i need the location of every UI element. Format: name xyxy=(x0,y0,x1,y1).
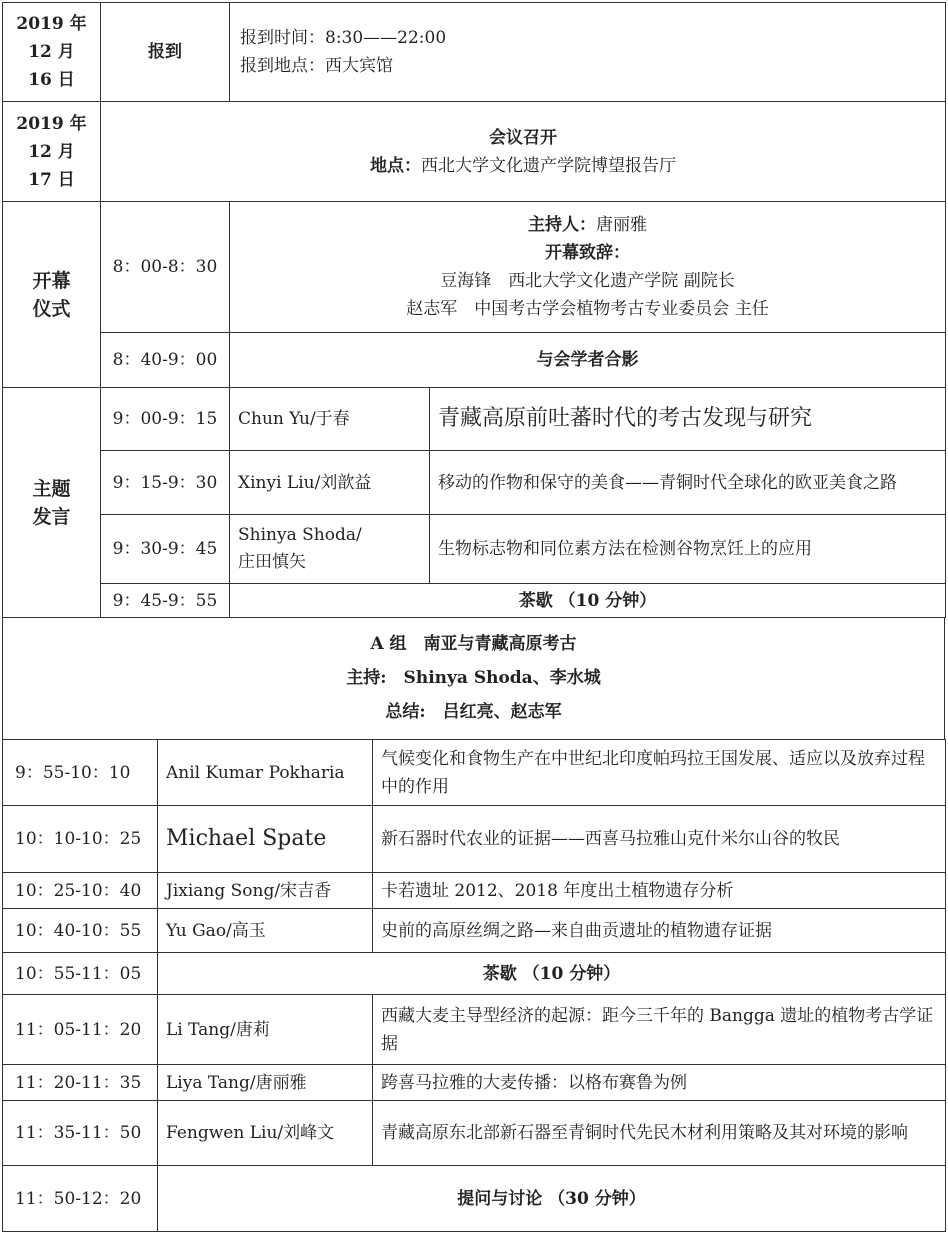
ceremony-time-1: 8：00-8：30 xyxy=(101,202,230,333)
keynote-time: 9：15-9：30 xyxy=(101,451,230,515)
tea-break-row xyxy=(3,953,946,995)
session-time: 10：40-10：55 xyxy=(3,909,158,953)
discussion-row xyxy=(3,1166,946,1232)
session-speaker: Yu Gao/高玉 xyxy=(158,909,373,953)
opening-info: 会议召开 地点：西北大学文化遗产学院博望报告厅 xyxy=(101,102,946,202)
break-label: 茶歇 （10 分钟） xyxy=(230,584,946,618)
schedule-table-morning xyxy=(2,2,946,618)
session-time: 10：25-10：40 xyxy=(3,873,158,909)
group-a-header xyxy=(2,617,945,740)
keynote-row-1 xyxy=(3,388,946,451)
session-speaker: Liya Tang/唐丽雅 xyxy=(158,1065,373,1101)
ceremony-row-1 xyxy=(3,202,946,333)
keynote-break-row xyxy=(3,584,946,618)
registration-info: 报到时间：8:30——22:00 报到地点：西大宾馆 xyxy=(230,3,946,102)
discussion-label: 提问与讨论 （30 分钟） xyxy=(158,1166,946,1232)
group-a-row xyxy=(3,806,946,873)
session-time: 10：10-10：25 xyxy=(3,806,158,873)
break-label: 茶歇 （10 分钟） xyxy=(158,953,946,995)
group-a-row xyxy=(3,873,946,909)
session-speaker: Fengwen Liu/刘峰文 xyxy=(158,1101,373,1166)
session-time: 11：35-11：50 xyxy=(3,1101,158,1166)
ceremony-time-2: 8：40-9：00 xyxy=(101,333,230,388)
ceremony-details: 主持人：唐丽雅 开幕致辞： 豆海锋 西北大学文化遗产学院 副院长 赵志军 中国考古学会植物考古专业委员会 主任 xyxy=(230,202,946,333)
break-time: 9：45-9：55 xyxy=(101,584,230,618)
keynote-speaker: Shinya Shoda/ 庄田慎矢 xyxy=(230,515,430,584)
registration-date: 2019 年 12 月 16 日 xyxy=(3,3,101,102)
break-time: 10：55-11：05 xyxy=(3,953,158,995)
keynote-row-2 xyxy=(3,451,946,515)
keynote-title: 青藏高原前吐蕃时代的考古发现与研究 xyxy=(430,388,946,451)
group-a-row xyxy=(3,995,946,1065)
keynote-speaker: Chun Yu/于春 xyxy=(230,388,430,451)
keynote-label: 主题 发言 xyxy=(3,388,101,618)
group-a-heading xyxy=(3,617,945,739)
session-time: 9：55-10：10 xyxy=(3,740,158,806)
keynote-speaker: Xinyi Liu/刘歆益 xyxy=(230,451,430,515)
group-a-row xyxy=(3,1065,946,1101)
session-time: 11：05-11：20 xyxy=(3,995,158,1065)
keynote-time: 9：30-9：45 xyxy=(101,515,230,584)
group-a-chair: 主持: Shinya Shoda、李水城 xyxy=(346,667,601,688)
keynote-row-3 xyxy=(3,515,946,584)
group-a-row xyxy=(3,1101,946,1166)
opening-date: 2019 年 12 月 17 日 xyxy=(3,102,101,202)
session-speaker: Michael Spate xyxy=(158,806,373,873)
registration-label: 报到 xyxy=(101,3,230,102)
session-title: 青藏高原东北部新石器至青铜时代先民木材利用策略及其对环境的影响 xyxy=(373,1101,946,1166)
registration-row xyxy=(3,3,946,102)
keynote-time: 9：00-9：15 xyxy=(101,388,230,451)
session-speaker: Anil Kumar Pokharia xyxy=(158,740,373,806)
schedule-table-group-a xyxy=(2,739,946,1232)
ceremony-label: 开幕 仪式 xyxy=(3,202,101,388)
keynote-title: 生物标志物和同位素方法在检测谷物烹饪上的应用 xyxy=(430,515,946,584)
session-title: 跨喜马拉雅的大麦传播：以格布赛鲁为例 xyxy=(373,1065,946,1101)
session-title: 气候变化和食物生产在中世纪北印度帕玛拉王国发展、适应以及放弃过程中的作用 xyxy=(373,740,946,806)
opening-row xyxy=(3,102,946,202)
ceremony-row-2 xyxy=(3,333,946,388)
session-title: 卡若遗址 2012、2018 年度出土植物遗存分析 xyxy=(373,873,946,909)
group-a-row xyxy=(3,740,946,806)
ceremony-photo: 与会学者合影 xyxy=(230,333,946,388)
session-title: 史前的高原丝绸之路—来自曲贡遗址的植物遗存证据 xyxy=(373,909,946,953)
session-speaker: Li Tang/唐莉 xyxy=(158,995,373,1065)
session-title: 西藏大麦主导型经济的起源：距今三千年的 Bangga 遗址的植物考古学证据 xyxy=(373,995,946,1065)
session-speaker: Jixiang Song/宋吉香 xyxy=(158,873,373,909)
session-title: 新石器时代农业的证据——西喜马拉雅山克什米尔山谷的牧民 xyxy=(373,806,946,873)
keynote-title: 移动的作物和保守的美食——青铜时代全球化的欧亚美食之路 xyxy=(430,451,946,515)
group-a-row xyxy=(3,909,946,953)
discussion-time: 11：50-12：20 xyxy=(3,1166,158,1232)
group-a-title: A 组 南亚与青藏高原考古 xyxy=(370,633,577,654)
session-time: 11：20-11：35 xyxy=(3,1065,158,1101)
group-a-summary: 总结: 吕红亮、赵志军 xyxy=(385,701,562,722)
